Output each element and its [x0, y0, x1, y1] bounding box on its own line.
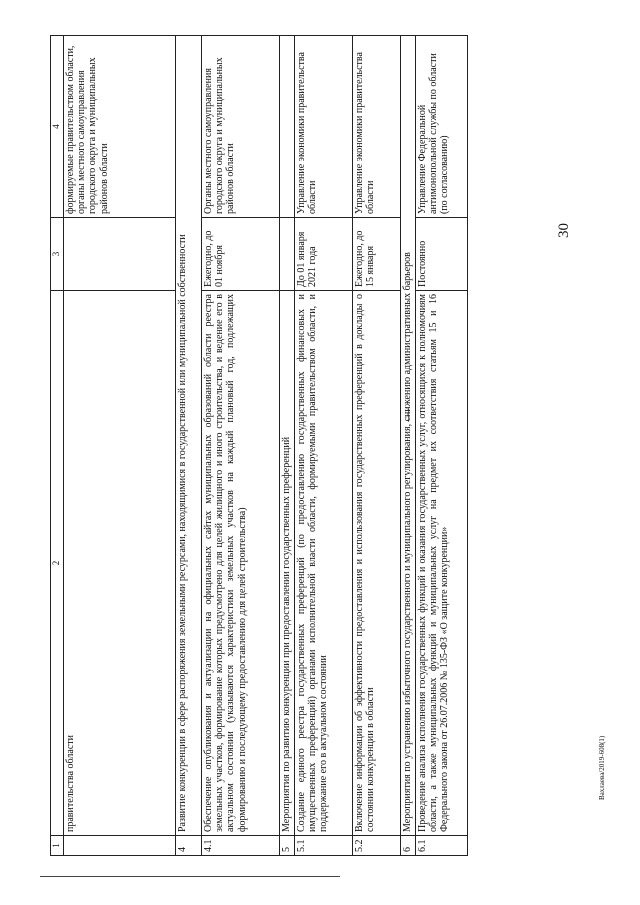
column-number-row [51, 36, 64, 856]
section-title: Мероприятия по устранению избыточного государственного и муниципального регулирования, снижению административных барьеров [401, 36, 416, 836]
section-row [280, 36, 295, 856]
measures-table [50, 35, 468, 856]
deadline: До 01 января 2021 года [295, 218, 353, 291]
row-number: 5.1 [295, 836, 353, 856]
row-number: 4.1 [202, 836, 280, 856]
document-code: Вахлаева/2019-608(1) [598, 735, 606, 800]
responsible: Управление экономики правительства области [353, 36, 401, 218]
section-row [176, 36, 202, 856]
measure-text: правительства области [64, 291, 176, 836]
page-number: 30 [556, 223, 572, 238]
row-number [64, 836, 176, 856]
section-title: Мероприятия по развитию конкуренции при предоставлении государственных преференций [280, 291, 295, 836]
table-row [353, 36, 401, 856]
row-number: 5.2 [353, 836, 401, 856]
column-number: 4 [51, 36, 64, 218]
measure-text: Включение информации об эффективности предоставления и использования государственных преференций в доклады о состоянии конкуренции в области [353, 291, 401, 836]
responsible: Управление экономики правительства области [295, 36, 353, 218]
table-row [202, 36, 280, 856]
column-number: 3 [51, 218, 64, 291]
responsible: формируемые правительством области, органы местного самоуправления городского округа и муниципальных районов области [64, 36, 176, 218]
measure-text: Создание единого реестра государственных преференций (по предоставлению государственных финансовых и имущественных преференций) органами исполнительной власти области, формируемыми правительством области, и поддержание его в актуальном состоянии [295, 291, 353, 836]
measure-text: Обеспечение опубликования и актуализации на официальных сайтах муниципальных образований области реестра земельных участков, формирование которых предусмотрено для целей жилищного и иного строительства, и ведение его в актуальном состоянии (указываются характеристики земельных участков на каждый плановый год, подлежащих формированию и последующему предоставлению для целей строительства) [202, 291, 280, 836]
section-title: Развитие конкуренции в сфере распоряжения земельными ресурсами, находящимися в государственной или муниципальной собственности [176, 36, 202, 836]
responsible: Органы местного самоуправления городского округа и муниципальных районов области [202, 36, 280, 218]
section-number: 6 [401, 836, 416, 856]
section-number: 4 [176, 836, 202, 856]
section-row [401, 36, 416, 856]
column-number: 2 [51, 291, 64, 836]
responsible: Управление Федеральной антимонопольной службы по области (по согласованию) [416, 36, 468, 218]
rotated-table-container [50, 36, 455, 856]
table-row [64, 36, 176, 856]
deadline: Постоянно [416, 218, 468, 291]
table-row [295, 36, 353, 856]
table-row [416, 36, 468, 856]
section-number: 5 [280, 836, 295, 856]
column-number: 1 [51, 836, 64, 856]
deadline: Ежегодно, до 15 января [353, 218, 401, 291]
deadline [64, 218, 176, 291]
deadline: Ежегодно, до 01 ноября [202, 218, 280, 291]
bottom-rule [40, 876, 340, 877]
row-number: 6.1 [416, 836, 468, 856]
measure-text: Проведение анализа исполнения государственных функций и оказания государственных услуг, относящихся к полномочиям области, а также муниципальных функций и муниципальных услуг на предмет их соответствия статьям 15 и 16 Федерального закона от 26.07.2006 № 135-ФЗ «О защите конкуренции» [416, 291, 468, 836]
